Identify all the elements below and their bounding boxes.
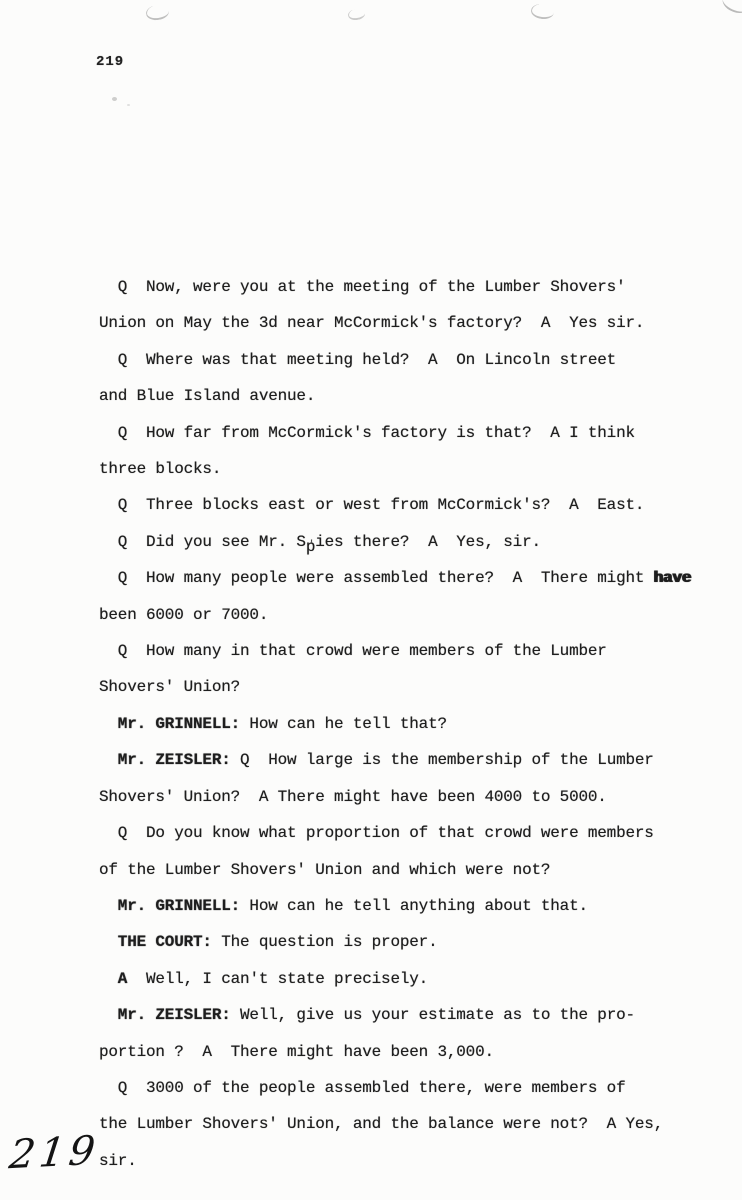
- smudge-mark: [145, 3, 170, 21]
- transcript-line: Q Where was that meeting held? A On Lincoln street: [99, 350, 617, 369]
- transcript-line: sir.: [99, 1151, 137, 1170]
- transcript-body: [0, 269, 742, 1179]
- typed-page-number: 219: [96, 54, 125, 70]
- transcript-line: A Well, I can't state precisely.: [99, 969, 429, 988]
- transcript-line: Mr. ZEISLER: Q How large is the membership of the Lumber: [99, 751, 654, 770]
- paper-speck: [112, 97, 117, 101]
- transcript-line: Mr. GRINNELL: How can he tell that?: [99, 714, 447, 733]
- transcript-line: portion ? A There might have been 3,000.: [99, 1042, 494, 1061]
- transcript-line: Q Now, were you at the meeting of the Lumber Shovers': [99, 278, 626, 296]
- corner-smudge-mark: [720, 0, 742, 17]
- smudge-mark: [530, 3, 554, 20]
- transcript-line: Q How many people were assembled there? A There might have: [99, 569, 692, 588]
- transcript-line: the Lumber Shovers' Union, and the balance were not? A Yes,: [99, 1115, 664, 1134]
- transcript-line: Q Do you know what proportion of that crowd were members: [99, 824, 654, 843]
- transcript-line: Mr. GRINNELL: How can he tell anything about that.: [99, 896, 588, 915]
- transcript-line: Shovers' Union? A There might have been 4000 to 5000.: [99, 787, 607, 806]
- transcript-line: Q 3000 of the people assembled there, were members of: [99, 1078, 626, 1097]
- transcript-line: three blocks.: [99, 460, 222, 479]
- transcript-line: and Blue Island avenue.: [99, 387, 316, 406]
- transcript-line: been 6000 or 7000.: [99, 605, 269, 624]
- transcript-line: Union on May the 3d near McCormick's factory? A Yes sir.: [99, 314, 645, 333]
- transcript-line: Q Three blocks east or west from McCormick's? A East.: [99, 496, 645, 515]
- transcript-line: Q How far from McCormick's factory is that? A I think: [99, 423, 635, 442]
- transcript-line: of the Lumber Shovers' Union and which were not?: [99, 860, 551, 879]
- transcript-line: THE COURT: The question is proper.: [99, 933, 438, 952]
- transcript-line: Q How many in that crowd were members of the Lumber: [99, 642, 607, 661]
- transcript-line: Mr. ZEISLER: Well, give us your estimate as to the pro-: [99, 1006, 635, 1025]
- smudge-mark: [347, 8, 365, 21]
- transcript-line: Q Did you see Mr. S′ pies there? A Yes, sir.: [99, 524, 742, 560]
- handwritten-page-number: 219: [6, 1127, 102, 1179]
- transcript-line: Shovers' Union?: [99, 678, 241, 697]
